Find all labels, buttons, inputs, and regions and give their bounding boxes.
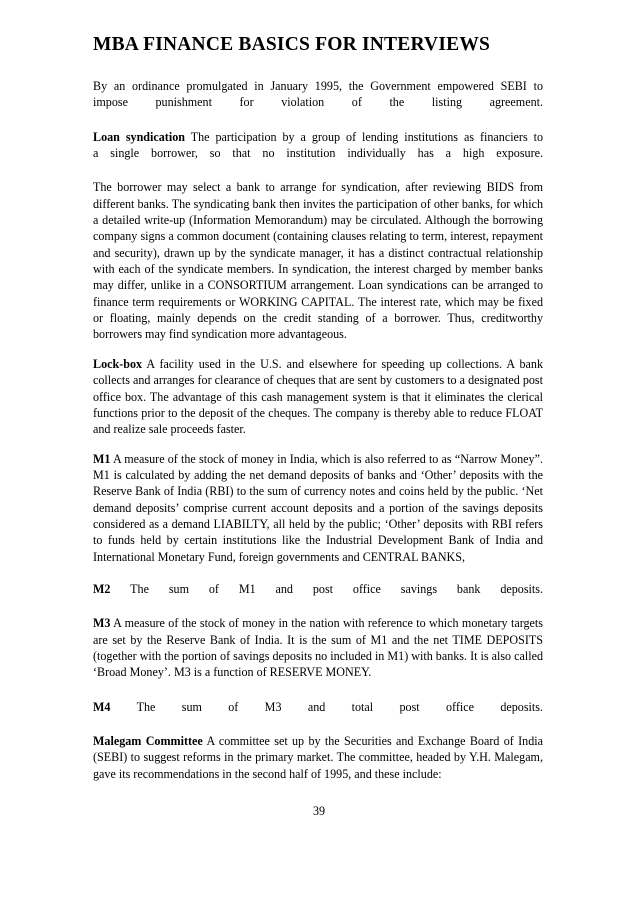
paragraph-sebi-ordinance — [93, 78, 543, 94]
definition-text: A facility used in the U.S. and elsewhere for speeding up collections. A bank collects and arranges for clearance of cheques that are sent by customers to a designated post office box. The advantage of this cash management system is that it eliminates the clerical functions prior to the deposit of the cheques. The company is thereby able to reduce FLOAT and realize sale proceeds faster. — [93, 356, 543, 437]
paragraph-malegam-committee — [93, 733, 543, 782]
term-malegam-committee: Malegam Committee — [93, 734, 203, 748]
paragraph-m2 — [93, 581, 543, 597]
page-title: MBA FINANCE BASICS FOR INTERVIEWS — [93, 34, 491, 55]
paragraph-lock-box — [93, 356, 543, 438]
paragraph-line: By an ordinance promulgated in January 1995, the Government empowered SEBI to — [93, 79, 543, 93]
paragraph-m3 — [93, 615, 543, 680]
term-loan-syndication: Loan syndication — [93, 129, 185, 144]
document-page — [93, 34, 543, 795]
paragraph-loan-syndication — [93, 129, 543, 145]
definition-text: A committee set up by the Securities and Exchange Board of India (SEBI) to suggest reforms in the primary market. The committee, headed by Y.H. Malegam, gave its recommendations in the second half of 1995, and these include: — [93, 734, 543, 781]
term-m1: M1 — [93, 451, 111, 466]
definition-text: A measure of the stock of money in India, which is also referred to as “Narrow Money”. M1 is calculated by adding the net demand deposits of banks and ‘Other’ deposits with the Reserve Bank of India (RBI) to the sum of currency notes and coins held by the public. ‘Net demand deposits’ comprise current account deposits and a portion of the savings deposits considered as a demand LIABILTY, all held by the public; ‘Other’ deposits with RBI refers to funds held by certain institutions like the Industrial Development Bank of India and International Monetary Fund, foreign governments and CENTRAL BANKS, — [93, 451, 543, 564]
paragraph-loan-syndication-cont — [93, 145, 543, 161]
definition-text: The sum of M3 and total post office deposits. — [110, 699, 543, 714]
term-m3: M3 — [93, 616, 111, 631]
paragraph-syndication-detail — [93, 179, 543, 342]
definition-text: The participation by a group of lending institutions as financiers to — [184, 129, 544, 144]
definition-text: A measure of the stock of money in the nation with reference to which monetary targets are set by the Reserve Bank of India. It is the sum of M1 and the net TIME DEPOSITS (together with the portion of savings deposits no included in M1) with banks. It is also called ‘Broad Money’. M3 is a function of RESERVE MONEY. — [93, 616, 543, 680]
body-text: The borrower may select a bank to arrange for syndication, after reviewing BIDS from different banks. The syndicating bank then invites the participation of other banks, for which a detailed write-up (Information Memorandum) may be circulated. Although the borrowing company signs a common document (containing clauses relating to term, interest, repayment and security), drawn up by the syndicate manager, it has a distinct contractual relationship with each of the syndicate members. In syndication, the interest charged by member banks may differ, unlike in a CONSORTIUM arrangement. Loan syndications can be arranged to finance term requirements or WORKING CAPITAL. The interest rate, which may be fixed or floating, mainly depends on the credit standing of a borrower. Thus, creditworthy borrowers may find syndication more advantageous. — [93, 180, 543, 342]
definition-text: a single borrower, so that no institution individually has a high exposure. — [93, 146, 543, 161]
term-m2: M2 — [93, 581, 111, 596]
definition-text: The sum of M1 and post office savings bank deposits. — [110, 581, 543, 596]
paragraph-m4 — [93, 699, 543, 715]
page-number: 39 — [312, 804, 326, 818]
paragraph-m1 — [93, 451, 543, 565]
paragraph-line: impose punishment for violation of the listing agreement. — [93, 95, 543, 110]
term-lock-box: Lock-box — [93, 356, 143, 371]
paragraph-sebi-ordinance-cont — [93, 94, 543, 110]
term-m4: M4 — [93, 699, 111, 714]
